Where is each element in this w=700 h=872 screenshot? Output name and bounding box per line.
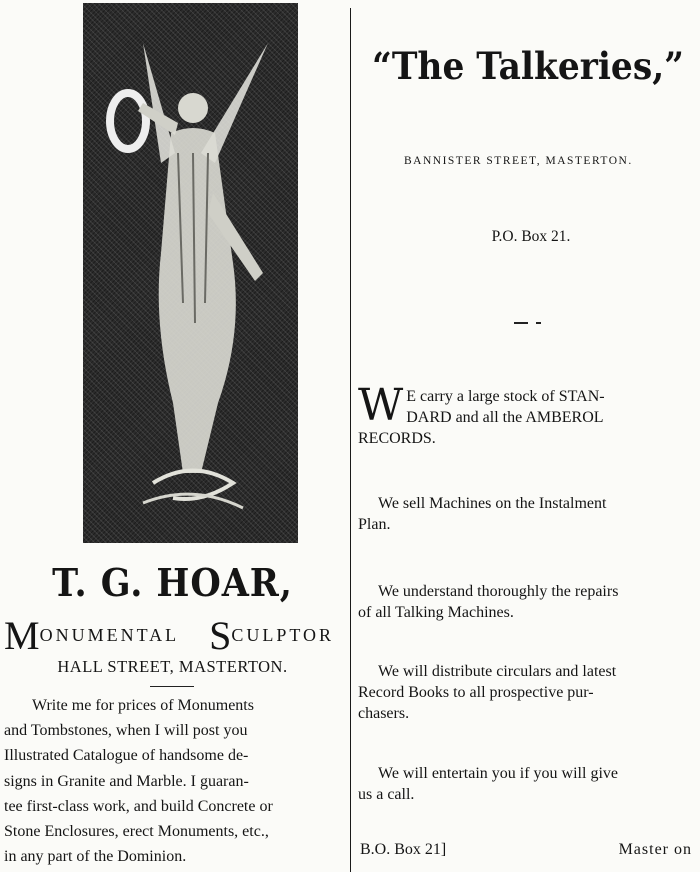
body-line: Illustrated Catalogue of handsome de- bbox=[4, 747, 249, 765]
para-line: DARD and all the AMBEROL bbox=[406, 409, 604, 426]
paragraph-circulars bbox=[358, 661, 700, 724]
para-line: We will distribute circulars and latest bbox=[378, 663, 617, 680]
para-line: chasers. bbox=[358, 705, 410, 722]
para-line: RECORDS. bbox=[358, 430, 436, 447]
body-line: tee first-class work, and build Concrete or bbox=[4, 797, 273, 815]
body-line: Write me for prices of Monuments bbox=[32, 697, 254, 714]
para-line: Plan. bbox=[358, 516, 391, 533]
para-line: of all Talking Machines. bbox=[358, 604, 514, 621]
trade-word-monumental: ONUMENTAL bbox=[39, 625, 180, 645]
ornament-dash bbox=[536, 322, 541, 324]
paragraph-stock bbox=[358, 386, 700, 449]
ornament-dash bbox=[514, 322, 528, 324]
hoar-advertisement bbox=[0, 0, 345, 872]
body-line: in any part of the Dominion. bbox=[4, 848, 187, 866]
trade-initial-m: M bbox=[4, 613, 40, 658]
column-divider bbox=[350, 8, 351, 872]
para-line: us a call. bbox=[358, 786, 415, 803]
paragraph-entertain bbox=[358, 763, 700, 805]
separator-rule bbox=[150, 686, 194, 687]
body-line: Stone Enclosures, erect Monuments, etc., bbox=[4, 823, 269, 841]
angel-engraving-image bbox=[83, 3, 298, 543]
shop-name: “The Talkeries,” bbox=[372, 44, 684, 88]
advertiser-name: T. G. HOAR, bbox=[52, 560, 293, 605]
para-line: Record Books to all prospective pur- bbox=[358, 684, 594, 701]
para-line: We will entertain you if you will give bbox=[378, 765, 618, 782]
shop-street: BANNISTER STREET, MASTERTON. bbox=[404, 155, 633, 167]
advertiser-address: HALL STREET, MASTERTON. bbox=[57, 657, 288, 676]
trade-word-sculptor: CULPTOR bbox=[231, 625, 335, 645]
body-line: signs in Granite and Marble. I guaran- bbox=[4, 772, 249, 790]
para-line: We understand thoroughly the repairs bbox=[378, 583, 619, 600]
footer-box-number: B.O. Box 21] bbox=[360, 841, 447, 858]
para-line: E carry a large stock of STAN- bbox=[406, 388, 605, 405]
shop-po-box: P.O. Box 21. bbox=[491, 228, 571, 245]
advertiser-trade bbox=[4, 612, 349, 659]
footer-proprietor: Master on bbox=[618, 841, 692, 858]
body-line: and Tombstones, when I will post you bbox=[4, 722, 248, 740]
paragraph-repairs bbox=[358, 581, 700, 623]
para-line: We sell Machines on the Instalment bbox=[378, 495, 607, 512]
paragraph-instalment bbox=[358, 493, 700, 535]
drop-cap: W bbox=[358, 386, 404, 431]
advertisement-body bbox=[4, 693, 342, 869]
trade-initial-s: S bbox=[209, 613, 232, 658]
talkeries-advertisement bbox=[356, 0, 700, 872]
angel-illustration bbox=[83, 3, 298, 543]
